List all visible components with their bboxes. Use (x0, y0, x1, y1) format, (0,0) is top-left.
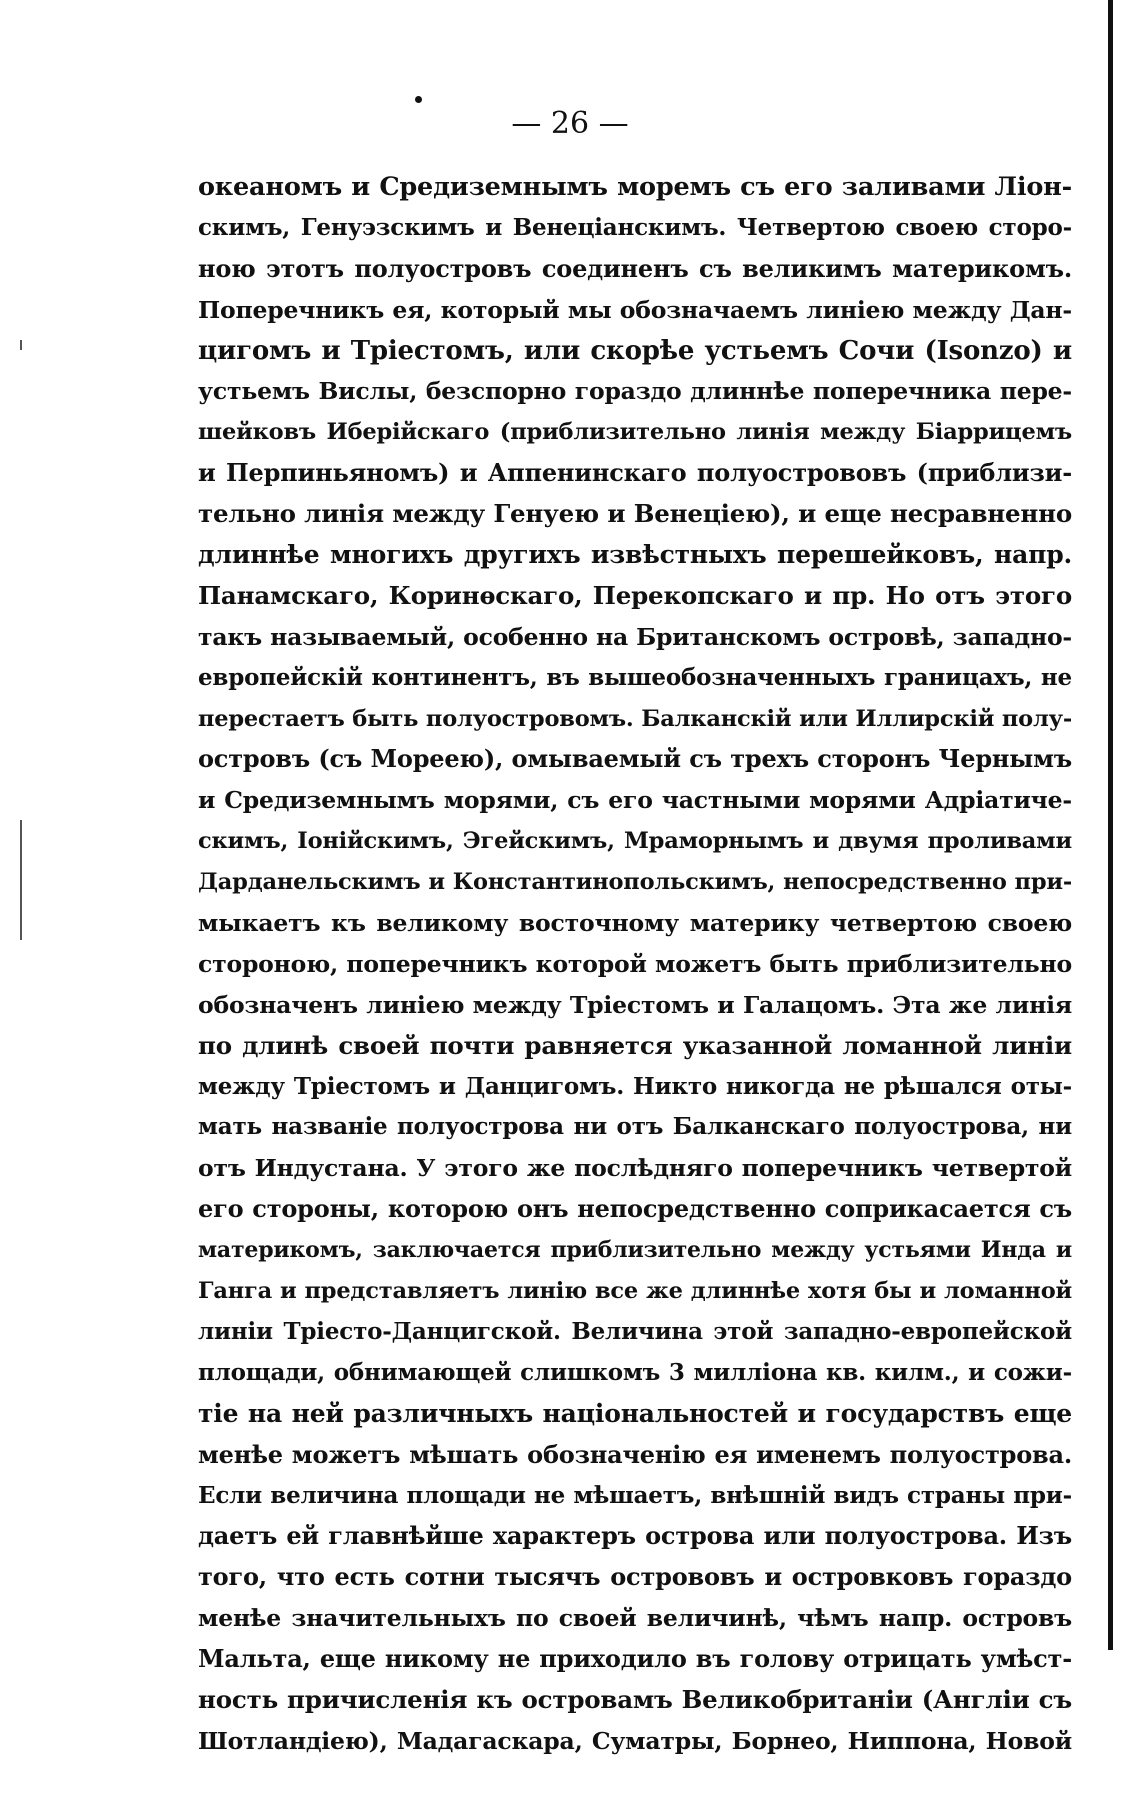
text-line: ность причисленія къ островамъ Великобританіи (Англіи съ (198, 1684, 1072, 1714)
text-line: ною этотъ полуостровъ соединенъ съ великимъ материкомъ. (198, 253, 1072, 283)
text-line: между Тріестомъ и Данцигомъ. Никто никогда не рѣшался оты- (198, 1072, 1072, 1100)
text-line: его стороны, которою онъ непосредственно соприкасается съ (198, 1194, 1072, 1224)
text-line: устьемъ Вислы, безспорно гораздо длиннѣе поперечника пере- (198, 377, 1072, 406)
text-line: океаномъ и Средиземнымъ моремъ съ его заливами Ліон- (198, 172, 1072, 202)
margin-mark (20, 820, 22, 940)
ink-dot (415, 96, 422, 103)
text-line: шейковъ Иберійскаго (приблизительно линія между Біаррицемъ (198, 419, 1072, 446)
text-line: островъ (съ Мореею), омываемый съ трехъ сторонъ Чернымъ (198, 744, 1072, 774)
text-line: европейскій континентъ, въ вышеобозначенныхъ границахъ, не (198, 663, 1072, 691)
text-line: Ганга и представляетъ линію все же длиннѣе хотя бы и ломанной (198, 1278, 1072, 1305)
text-line: длиннѣе многихъ другихъ извѣстныхъ перешейковъ, напр. (198, 540, 1072, 570)
text-line: даетъ ей главнѣйше характеръ острова или полуострова. Изъ (198, 1521, 1072, 1551)
text-line: Шотландіею), Мадагаскара, Суматры, Борнео, Ниппона, Новой (198, 1726, 1072, 1755)
text-line: цигомъ и Тріестомъ, или скорѣе устьемъ Сочи (Isonzo) и (198, 335, 1072, 366)
text-line: Поперечникъ ея, который мы обозначаемъ линіею между Дан- (198, 295, 1072, 324)
body-text (198, 167, 1072, 1762)
text-line: обозначенъ линіею между Тріестомъ и Галацомъ. Эта же линія (198, 990, 1072, 1019)
text-line: менѣе можетъ мѣшать обозначенію ея именемъ полуострова. (198, 1439, 1072, 1469)
text-line: скимъ, Іонійскимъ, Эгейскимъ, Мраморнымъ и двумя проливами (198, 828, 1072, 855)
text-line: Панамскаго, Коринѳскаго, Перекопскаго и пр. Но отъ этого (198, 580, 1072, 610)
text-line: линіи Тріесто-Данцигской. Величина этой западно-европейской (198, 1317, 1072, 1345)
text-line: и Средиземнымъ морями, съ его частными морями Адріатиче- (198, 786, 1072, 815)
page-number: — 26 — (511, 106, 629, 141)
text-line: Если величина площади не мѣшаетъ, внѣшній видъ страны при- (198, 1481, 1072, 1509)
text-line: материкомъ, заключается приблизительно между устьями Инда и (198, 1237, 1072, 1264)
text-line: отъ Индустана. У этого же послѣдняго поперечникъ четвертой (198, 1154, 1072, 1183)
text-line: менѣе значительныхъ по своей величинѣ, чѣмъ напр. островъ (198, 1604, 1072, 1633)
text-line: мать названіе полуострова ни отъ Балканскаго полуострова, ни (198, 1113, 1072, 1141)
text-line: Мальта, еще никому не приходило въ голову отрицать умѣст- (198, 1644, 1072, 1674)
page-edge-rule (1108, 0, 1113, 1650)
text-line: и Перпиньяномъ) и Аппенинскаго полуострововъ (приблизи- (198, 458, 1072, 488)
text-line: перестаетъ быть полуостровомъ. Балканскій или Иллирскій полу- (198, 705, 1072, 732)
text-line: скимъ, Генуэзскимъ и Венеціанскимъ. Четвертою своею сторо- (198, 213, 1072, 241)
text-line: по длинѣ своей почти равняется указанной ломанной линіи (198, 1030, 1072, 1060)
text-line: стороною, поперечникъ которой можетъ быть приблизительно (198, 949, 1072, 978)
text-line: тельно линія между Генуею и Венеціею), и еще несравненно (198, 499, 1072, 529)
margin-mark (20, 340, 22, 350)
text-line: мыкаетъ къ великому восточному материку четвертою своею (198, 909, 1072, 938)
text-line: площади, обнимающей слишкомъ 3 милліона кв. килм., и сожи- (198, 1358, 1072, 1386)
text-line: того, что есть сотни тысячъ острововъ и островковъ гораздо (198, 1562, 1072, 1592)
text-line: Дарданельскимъ и Константинопольскимъ, непосредственно при- (198, 869, 1072, 896)
text-line: тіе на ней различныхъ національностей и государствъ еще (198, 1398, 1072, 1428)
text-line: такъ называемый, особенно на Британскомъ островѣ, западно- (198, 622, 1072, 651)
